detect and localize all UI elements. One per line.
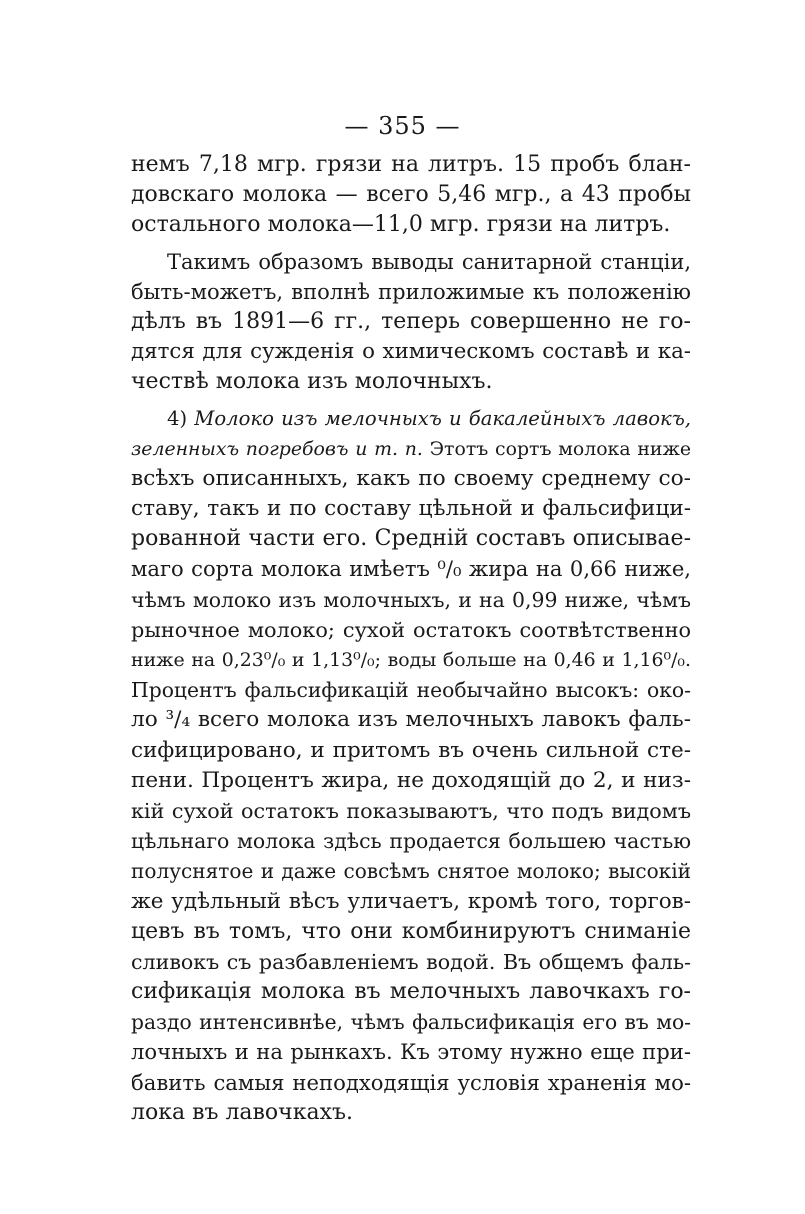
text-line: цѣльнаго молока здѣсь продается большею частью [131,829,691,854]
text-line: всѣхъ описанныхъ, какъ по своему среднему со- [131,465,691,491]
text-line: немъ 7,18 мгр. грязи на литръ. 15 пробъ блан- [131,152,691,177]
text-line: раздо интенсивнѣе, чѣмъ фальсификація его въ мо- [131,1010,691,1035]
text-line: же удѣльный вѣсъ уличаетъ, кромѣ того, торгов- [131,888,691,914]
section-heading-italic: Молоко изъ мелочныхъ и бакалейныхъ лавокъ, [194,406,691,430]
section-heading-line [131,404,691,434]
text-line: Процентъ фальсификацій необычайно высокъ: око- [131,678,691,703]
text-line: дятся для сужденія о химическомъ составѣ и ка- [131,339,691,365]
text-line: лока въ лавочкахъ. [131,1099,353,1125]
text-line: полуснятое и даже совсѣмъ снятое молоко; высокій [131,859,691,884]
text-line: Такимъ образомъ выводы санитарной станціи, [167,249,691,274]
text-line: ниже на 0,23⁰/₀ и 1,13⁰/₀; воды больше на 0,46 и 1,16⁰/₀. [131,649,691,671]
text-line: дѣлъ въ 1891—6 гг., теперь совершенно не го- [131,308,691,334]
text-line: сификація молока въ мелочныхъ лавочкахъ го- [131,979,691,1005]
text-line: маго сорта молока имѣетъ ⁰/₀ жира на 0,66 ниже, [131,556,691,582]
text-line: рыночное молоко; сухой остатокъ соотвѣтственно [131,617,691,642]
text-line: цевъ въ томъ, что они комбинируютъ сниманіе [131,918,691,944]
section-heading-rest: Этотъ сортъ молока ниже [429,437,691,460]
text-line: сливокъ съ разбавленіемъ водой. Въ общемъ фаль- [131,949,691,974]
text-line: пени. Процентъ жира, не доходящій до 2, и низ- [131,767,691,793]
page-number: — 355 — [344,112,461,140]
text-line: ло ³/₄ всего молока изъ мелочныхъ лавокъ фаль- [131,707,691,733]
text-line: лочныхъ и на рынкахъ. Къ этому нужно еще при- [131,1039,691,1065]
section-heading-line [131,434,691,464]
section-number: 4) [167,406,188,430]
text-line: кій сухой остатокъ показываютъ, что подъ видомъ [131,798,691,823]
text-line: чествѣ молока изъ молочныхъ. [131,369,493,395]
text-line: ставу, такъ и по составу цѣльной и фальсифици- [131,496,691,522]
text-line: сифицировано, и притомъ въ очень сильной сте- [131,737,691,763]
text-line: остального молока—11,0 мгр. грязи на литръ. [131,212,671,238]
section-heading-italic: зеленныхъ погребовъ и т. п. [131,437,423,460]
text-line: быть-можетъ, вполнѣ приложимые къ положенію [131,278,691,304]
text-line: довскаго молока — всего 5,46 мгр., а 43 пробы [131,182,691,208]
body-text [131,150,691,1128]
text-line: бавить самыя неподходящія условія храненія мо- [131,1069,691,1095]
text-line: чѣмъ молоко изъ молочныхъ, и на 0,99 ниже, чѣмъ [131,587,691,612]
text-line: рованной части его. Средній составъ описывае- [131,526,691,552]
